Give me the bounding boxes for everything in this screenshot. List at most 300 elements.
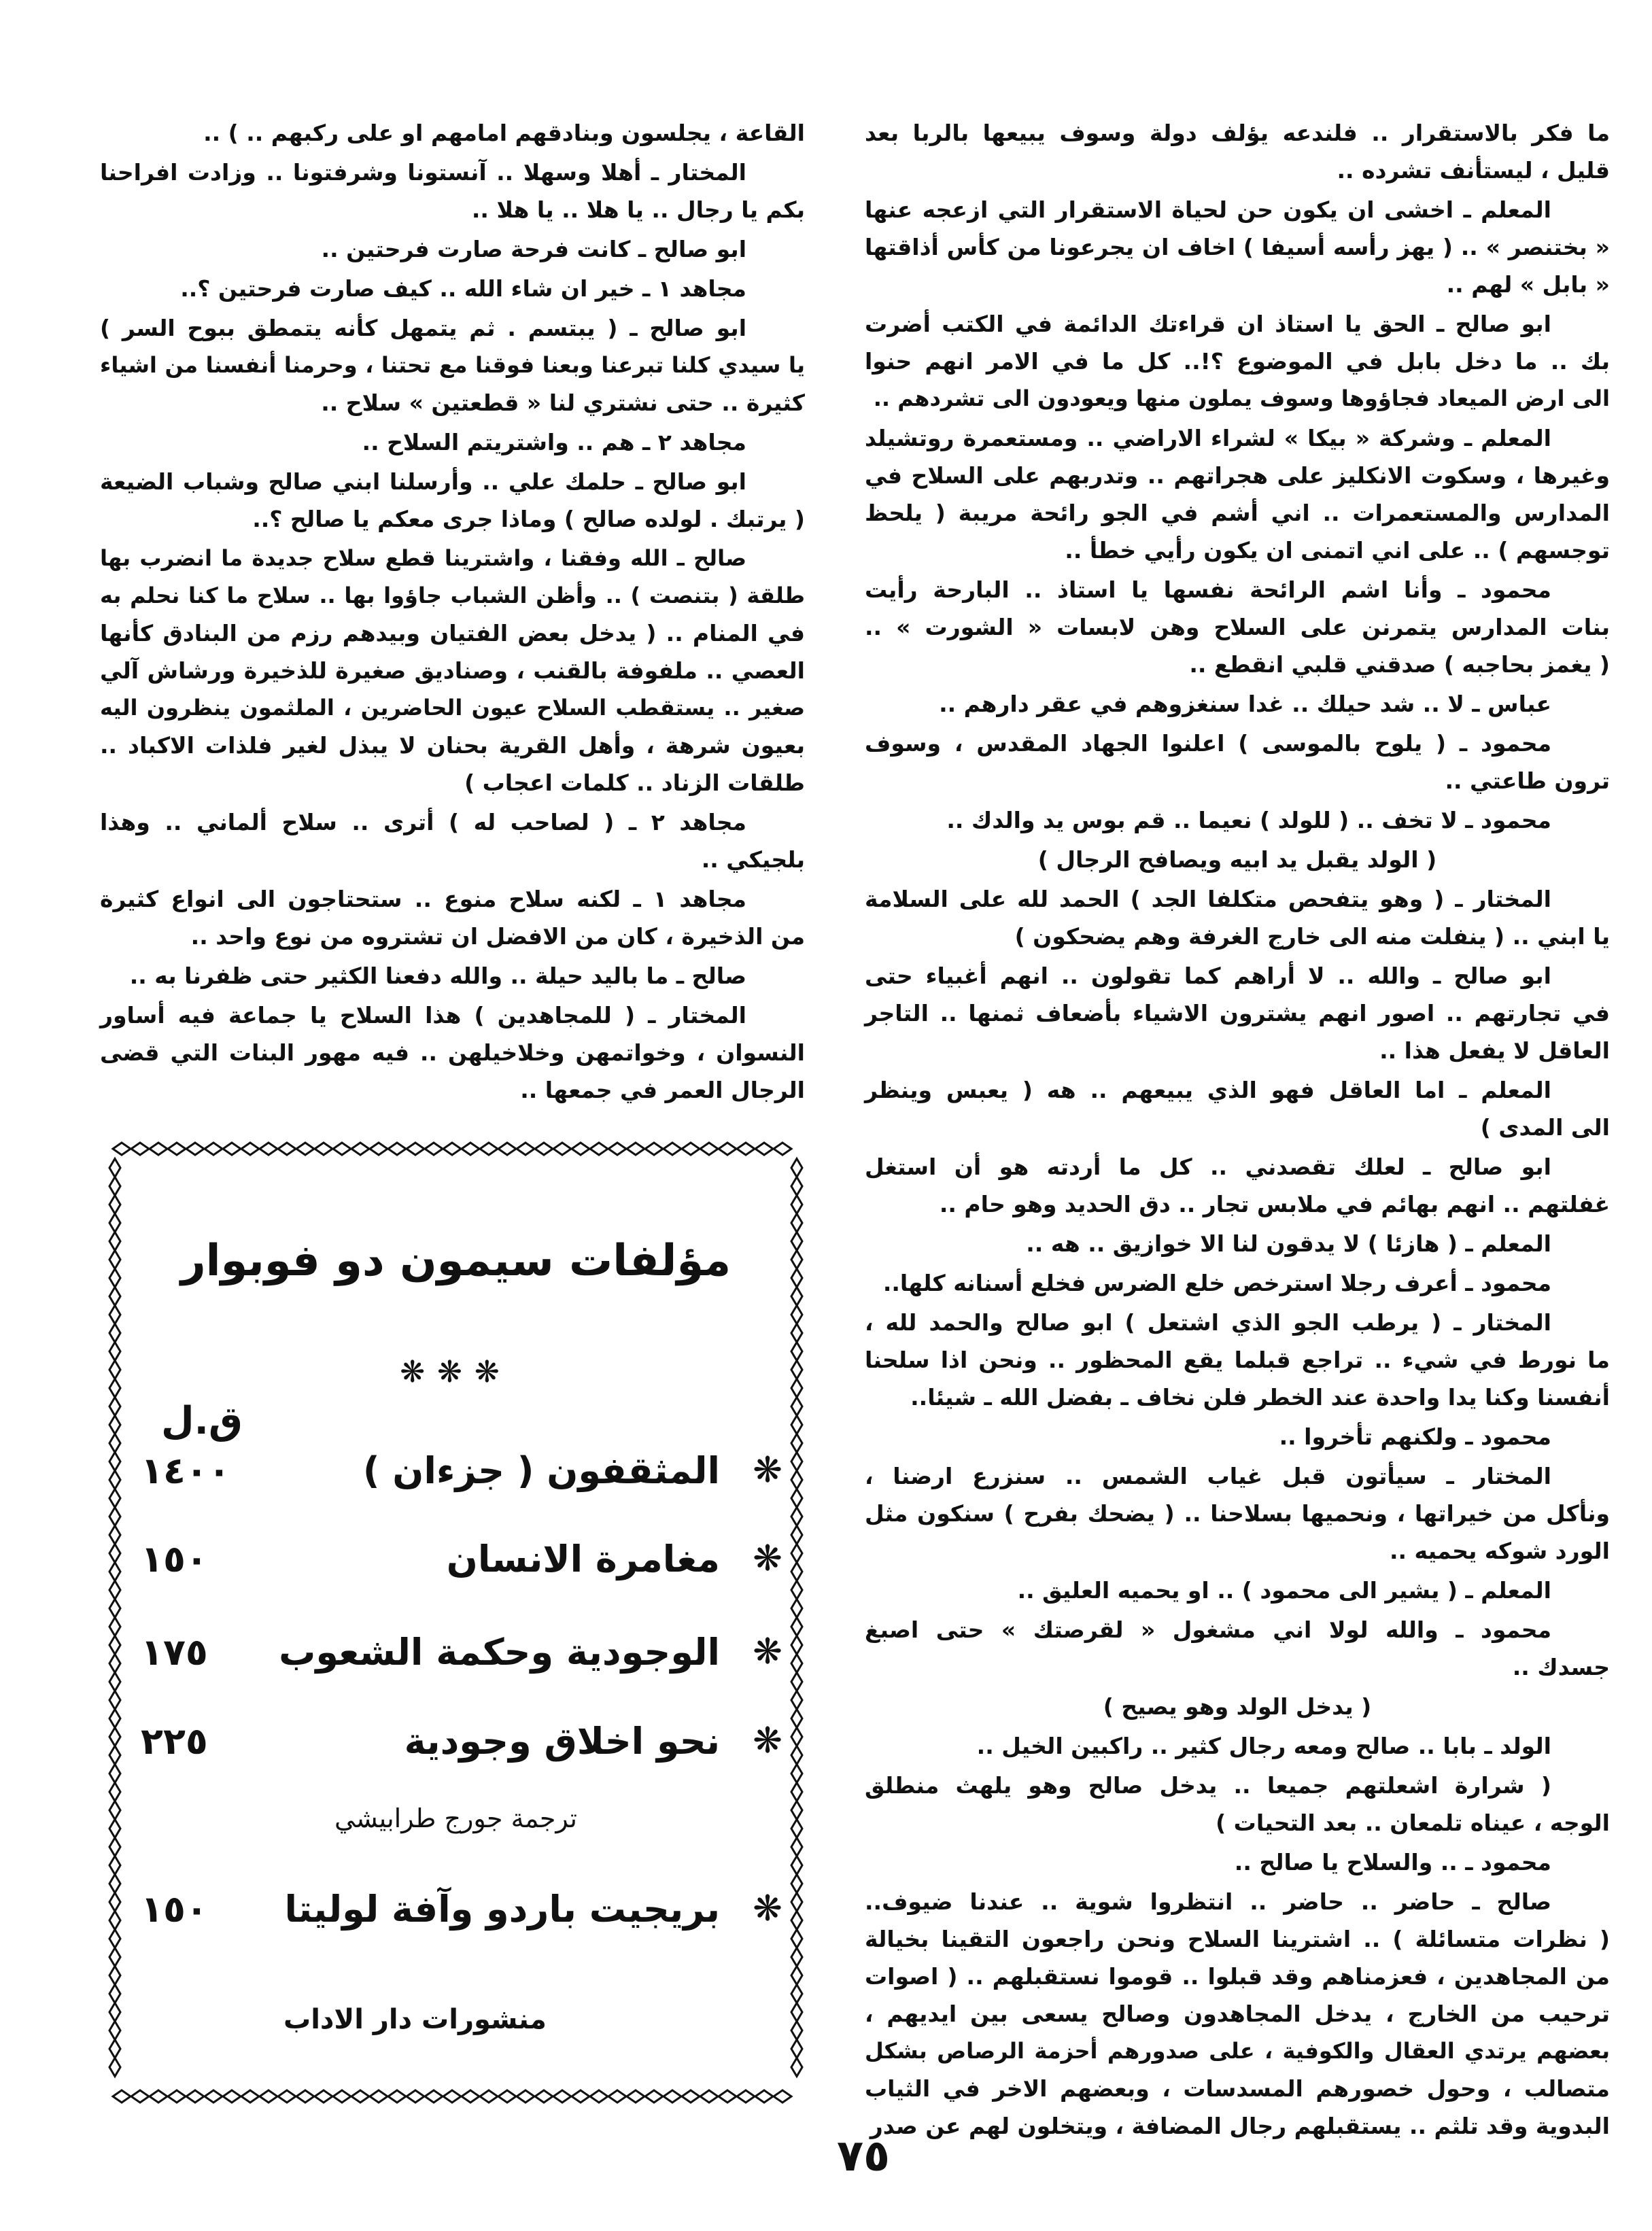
diamond-ornament (791, 1930, 802, 1948)
text-line: بلجيكي .. (701, 846, 805, 873)
text-line: طلقات الزناد .. كلمات اعجاب ) (464, 769, 805, 796)
diamond-ornament (791, 1912, 802, 1930)
diamond-ornament (109, 1746, 120, 1765)
text-line: ونأكل من خيراتها ، ونحميها بسلاحنا .. ( يضحك بفرح ) سنكون مثل (865, 1500, 1610, 1527)
dialogue-paragraph (865, 957, 1610, 1069)
asterisk-icon: ❋ (753, 1720, 782, 1761)
diamond-ornament (407, 2090, 424, 2103)
diamond-ornament (388, 1143, 406, 1155)
book-price: ٢٢٥ (141, 1719, 208, 1763)
diamond-ornament (791, 1581, 802, 1599)
text-line: يا ابني .. ( ينفلت منه الى خارج الغرفة وهم يضحكون ) (1014, 923, 1610, 950)
currency-label: ق.ل (161, 1399, 243, 1443)
text-line: ما نورط في شيء .. تراجع قبلما يقع المحظور .. ونحن اذا سلحنا (865, 1347, 1610, 1373)
text-line: ابو صالح ـ الحق يا استاذ ان قراءتك الدائمة في الكتب أضرت (865, 311, 1551, 337)
dialogue-paragraph (865, 114, 1610, 189)
text-line: ( يدخل الولد وهو يصيح ) (1103, 1693, 1372, 1720)
text-line: المختار ـ ( يرطب الجو الذي اشتعل ) ابو صالح والحمد لله ، (865, 1309, 1551, 1336)
diamond-ornament (150, 1143, 167, 1155)
diamond-ornament (109, 1655, 120, 1673)
text-line: القاعة ، يجلسون وبنادقهم امامهم او على ركبهم .. ) .. (203, 120, 805, 146)
text-line: من المجاهدين ، فعزمناهم وقد قبلوا .. قوموا نستقبلهم .. ( اصوات (865, 1963, 1610, 1990)
diamond-ornament (791, 1599, 802, 1618)
diamond-ornament (791, 1489, 802, 1508)
text-line: محمود ـ .. والسلاح يا صالح .. (1234, 1849, 1551, 1875)
text-line: صغير .. يستقطب السلاح عيون الحاضرين ، الملثمون ينظرون اليه (100, 695, 805, 721)
text-line: صالح ـ ما باليد حيلة .. والله دفعنا الكثير حتى ظفرنا به .. (129, 963, 746, 989)
dialogue-paragraph (100, 309, 805, 421)
dialogue-paragraph (865, 419, 1610, 569)
diamond-ornament (109, 1967, 120, 1985)
dialogue-paragraph (865, 1611, 1610, 1686)
diamond-ornament (260, 1143, 277, 1155)
diamond-ornament (553, 2090, 571, 2103)
diamond-ornament (109, 1893, 120, 1912)
diamond-ornament (774, 1143, 791, 1155)
text-line: من الذخيرة ، كان من الافضل ان تشتروه من نوع واحد .. (190, 923, 805, 950)
asterisks-ornament: ❋❋❋ (400, 1355, 512, 1389)
diamond-ornament (791, 1673, 802, 1691)
book-title: المثقفون ( جزءان ) (362, 1449, 720, 1492)
diamond-ornament (278, 2090, 296, 2103)
diamond-ornament (553, 1143, 571, 1155)
book-advertisement (107, 1141, 805, 2106)
diamond-ornament (791, 2058, 802, 2077)
dialogue-paragraph (100, 270, 805, 307)
diamond-ornament (737, 2090, 755, 2103)
text-line: صالح ـ الله وفقنا ، واشترينا قطع سلاح جديدة ما انضرب بها (100, 545, 746, 571)
text-line: توجسهم ) .. على اني اتمنى ان يكون رأيي خطأ .. (1065, 537, 1610, 564)
diamond-ornament (109, 1287, 120, 1306)
text-line: محمود ـ ولكنهم تأخروا .. (1279, 1423, 1551, 1450)
text-line: المعلم ـ ( يشير الى محمود ) .. او يحميه العليق .. (1017, 1577, 1551, 1604)
diamond-ornament (113, 1143, 131, 1155)
diamond-ornament (150, 2090, 167, 2103)
dialogue-paragraph (865, 1304, 1610, 1416)
text-line: ( نظرات متسائلة ) .. اشترينا السلاح ونحن راجعون التقينا بخيالة (865, 1926, 1610, 1952)
dialogue-paragraph (865, 1844, 1610, 1881)
asterisk-icon: ❋ (753, 1450, 782, 1491)
book-price: ١٤٠٠ (141, 1449, 230, 1492)
diamond-ornament (791, 2022, 802, 2040)
diamond-ornament (791, 1416, 802, 1434)
diamond-ornament (109, 1416, 120, 1434)
diamond-ornament (645, 2090, 663, 2103)
diamond-ornament (462, 2090, 479, 2103)
diamond-ornament (645, 1143, 663, 1155)
diamond-ornament (791, 1985, 802, 2003)
diamond-ornament (109, 2040, 120, 2058)
text-line: العصي .. ملفوفة بالقنب ، وصناديق صغيرة للذخيرة ورشاش آلي (100, 657, 805, 684)
dialogue-paragraph (865, 801, 1610, 839)
dialogue-paragraph (865, 880, 1610, 955)
diamond-ornament (351, 1143, 369, 1155)
text-line: في تجارتهم .. اصور انهم يشترون الاشياء بأضعاف ثمنها .. التاجر (865, 1000, 1610, 1026)
ad-book-item (141, 1621, 788, 1682)
diamond-ornament (791, 2040, 802, 2058)
text-line: متصالب ، وحول خصورهم المسدسات ، وبعضهم الاخر في الثياب (865, 2075, 1610, 2102)
diamond-ornament (109, 1838, 120, 1856)
diamond-ornament (388, 2090, 406, 2103)
diamond-ornament (755, 2090, 773, 2103)
text-line: الى المدى ) (1480, 1114, 1610, 1141)
diamond-ornament (425, 1143, 443, 1155)
text-line: ابو صالح ـ لعلك تقصدني .. كل ما أردته هو أن استغل (865, 1154, 1551, 1180)
text-line: محمود ـ ( يلوح بالموسى ) اعلنوا الجهاد المقدس ، وسوف (865, 730, 1551, 757)
diamond-ornament (109, 1710, 120, 1728)
diamond-ornament (791, 1434, 802, 1453)
diamond-ornament (109, 1912, 120, 1930)
asterisk-icon: ❋ (753, 1888, 782, 1929)
text-line: مجاهد ٢ ـ ( لصاحب له ) أترى .. سلاح ألماني .. وهذا (100, 809, 746, 835)
dialogue-paragraph (865, 1225, 1610, 1262)
diamond-ornament (109, 1214, 120, 1232)
text-line: المدارس والمستعمرات .. اني أشم في الجو رائحة مريبة ( يلحظ (865, 500, 1610, 526)
diamond-ornament (223, 2090, 241, 2103)
diamond-ornament (241, 1143, 259, 1155)
diamond-ornament (590, 2090, 608, 2103)
diamond-ornament (517, 2090, 534, 2103)
diamond-ornament (791, 1526, 802, 1544)
diamond-ornament (791, 1618, 802, 1636)
diamond-ornament (498, 2090, 516, 2103)
diamond-ornament (109, 1765, 120, 1783)
text-line: ما فكر بالاستقرار .. فلندعه يؤلف دولة وسوف يبيعها بالربا بعد (865, 120, 1610, 146)
diamond-ornament (109, 1691, 120, 1710)
diamond-ornament (791, 1967, 802, 1985)
diamond-ornament (205, 2090, 222, 2103)
text-line: ( يرتبك . لولده صالح ) وماذا جرى معكم يا صالح ؟.. (252, 506, 805, 532)
ad-book-item (141, 1440, 788, 1501)
diamond-ornament (109, 1159, 120, 1177)
book-price: ١٥٠ (141, 1537, 208, 1580)
diamond-ornament (109, 1434, 120, 1453)
page-number: ٧٥ (836, 2131, 891, 2181)
diamond-ornament (109, 1728, 120, 1746)
book-title: بريجيت باردو وآفة لوليتا (284, 1887, 720, 1931)
diamond-ornament (682, 1143, 700, 1155)
dialogue-paragraph (865, 1767, 1610, 1841)
diamond-ornament (682, 2090, 700, 2103)
diamond-ornament (109, 1636, 120, 1655)
diamond-ornament (315, 2090, 332, 2103)
diamond-ornament (109, 1563, 120, 1581)
dialogue-paragraph (865, 1418, 1610, 1455)
ad-book-item (141, 1710, 788, 1771)
diamond-ornament (791, 1544, 802, 1563)
dialogue-paragraph (100, 230, 805, 268)
diamond-ornament (791, 1306, 802, 1324)
text-line: المعلم ـ اخشى ان يكون حن لحياة الاستقرار التي ازعجه عنها (865, 196, 1551, 223)
diamond-ornament (109, 2022, 120, 2040)
text-line: أنفسنا وكنا يدا واحدة عند الخطر فلن نخاف ـ بفضل الله ـ شيئا.. (910, 1384, 1610, 1411)
text-line: بعيون شرهة ، وأهل القرية بحنان لا يبذل لغير فلذات الاكباد .. (100, 732, 805, 759)
diamond-ornament (205, 1143, 222, 1155)
text-line: عباس ـ لا .. شد حيلك .. غدا سنغزوهم في عقر دارهم .. (939, 691, 1551, 717)
dialogue-paragraph (100, 997, 805, 1109)
dialogue-paragraph (100, 114, 805, 152)
diamond-ornament (131, 2090, 149, 2103)
text-line: ابو صالح ـ حلمك علي .. وأرسلنا ابني صالح وشباب الضيعة (100, 468, 746, 495)
diamond-ornament (791, 1728, 802, 1746)
text-line: ( يغمز بحاجبه ) صدقني قلبي انقطع .. (1189, 651, 1610, 678)
diamond-ornament (186, 1143, 204, 1155)
diamond-ornament (791, 1177, 802, 1196)
diamond-ornament (791, 1508, 802, 1526)
diamond-ornament (664, 2090, 681, 2103)
diamond-ornament (109, 1177, 120, 1196)
text-line: « بابل » لهم .. (1446, 271, 1610, 298)
book-price: ١٧٥ (141, 1630, 208, 1674)
book-title: الوجودية وحكمة الشعوب (279, 1630, 720, 1674)
diamond-ornament (260, 2090, 277, 2103)
diamond-ornament (791, 1710, 802, 1728)
diamond-ornament (223, 1143, 241, 1155)
dialogue-paragraph (100, 540, 805, 801)
diamond-ornament (791, 1287, 802, 1306)
text-line: المختار ـ سيأتون قبل غياب الشمس .. سنزرع ارضنا ، (865, 1463, 1551, 1489)
diamond-ornament (186, 2090, 204, 2103)
diamond-ornament (791, 1453, 802, 1471)
diamond-ornament (113, 2090, 131, 2103)
text-line: ابو صالح ـ والله .. لا أراهم كما تقولون .. انهم أغبياء حتى (865, 963, 1551, 989)
text-line: ترون طاعتي .. (1445, 767, 1610, 794)
text-line: ابو صالح ـ كانت فرحة صارت فرحتين .. (321, 236, 746, 262)
diamond-ornament (791, 1765, 802, 1783)
dialogue-paragraph (865, 1572, 1610, 1609)
text-line: ( الولد يقبل يد ابيه ويصافح الرجال ) (1037, 846, 1437, 873)
diamond-ornament (791, 1563, 802, 1581)
text-line: كثيرة .. حتى نشتري لنا « قطعتين » سلاح .. (321, 390, 805, 416)
diamond-ornament (109, 1526, 120, 1544)
diamond-ornament (443, 1143, 461, 1155)
text-line: البدوية وقد تلثم .. يستقبلهم رجال المضافة ، ويتخلون لهم عن صدر (870, 2113, 1610, 2139)
dialogue-paragraph (865, 571, 1610, 683)
stage-direction (865, 841, 1610, 878)
dialogue-paragraph (100, 423, 805, 461)
diamond-ornament (517, 1143, 534, 1155)
diamond-ornament (109, 1453, 120, 1471)
diamond-ornament (109, 1324, 120, 1343)
diamond-ornament (109, 1471, 120, 1489)
text-line: المعلم ـ ( هازئا ) لا يدقون لنا الا خوازيق .. هه .. (1026, 1230, 1551, 1257)
dialogue-paragraph (100, 154, 805, 228)
book-title: مغامرة الانسان (446, 1537, 720, 1580)
text-line: الولد ـ بابا .. صالح ومعه رجال كثير .. راكبين الخيل .. (976, 1733, 1551, 1759)
dialogue-paragraph (100, 803, 805, 878)
diamond-ornament (109, 1306, 120, 1324)
text-line: طلقة ( بتنصت ) .. وأظن الشباب جاؤوا بها .. سلاح ما كنا نحلم به (100, 583, 805, 608)
diamond-ornament (755, 1143, 773, 1155)
diamond-ornament (333, 1143, 351, 1155)
diamond-ornament (535, 1143, 553, 1155)
diamond-ornament (241, 2090, 259, 2103)
text-line: المعلم ـ وشركة « بيكا » لشراء الاراضي .. ومستعمرة روتشيلد (865, 425, 1551, 451)
text-line: وغيرها ، وسكوت الانكليز على هجراتهم .. وتدربهم على السلاح في (865, 462, 1610, 489)
diamond-ornament (664, 1143, 681, 1155)
dialogue-paragraph (865, 1148, 1610, 1223)
diamond-ornament (608, 2090, 626, 2103)
diamond-ornament (791, 1196, 802, 1214)
text-line: محمود ـ والله لولا اني مشغول « لقرصتك » حتى اصبغ (865, 1616, 1551, 1643)
diamond-ornament (791, 1875, 802, 1893)
diamond-ornament (498, 1143, 516, 1155)
diamond-ornament (608, 1143, 626, 1155)
text-line: المعلم ـ اما العاقل فهو الذي يبيعهم .. هه ( يعبس وينظر (865, 1077, 1551, 1103)
diamond-ornament (572, 1143, 589, 1155)
text-line: النسوان ، وخواتمهن وخلاخيلهن .. فيه مهور البنات التي قضى (100, 1039, 805, 1066)
left-text-column (100, 114, 805, 1111)
dialogue-paragraph (100, 463, 805, 538)
diamond-ornament (109, 2003, 120, 2022)
text-line: بكم يا رجال .. يا هلا .. يا هلا .. (471, 196, 805, 223)
dialogue-paragraph (865, 1264, 1610, 1302)
diamond-ornament (627, 2090, 644, 2103)
dialogue-paragraph (865, 725, 1610, 799)
diamond-ornament (315, 1143, 332, 1155)
dialogue-paragraph (865, 191, 1610, 303)
diamond-ornament (109, 1581, 120, 1599)
dialogue-paragraph (865, 1071, 1610, 1146)
asterisk-icon: ❋ (753, 1538, 782, 1579)
text-line: ابو صالح ـ ( يبتسم . ثم يتمهل كأنه يتمطق ببوح السر ) (100, 315, 746, 341)
diamond-ornament (443, 2090, 461, 2103)
diamond-ornament (791, 1636, 802, 1655)
diamond-ornament (370, 1143, 388, 1155)
diamond-ornament (462, 1143, 479, 1155)
diamond-ornament (791, 1159, 802, 1177)
diamond-ornament (700, 1143, 718, 1155)
diamond-ornament (109, 1930, 120, 1948)
dialogue-paragraph (865, 305, 1610, 417)
diamond-ornament (791, 1948, 802, 1967)
book-price: ١٥٠ (141, 1887, 208, 1931)
diamond-ornament (791, 1655, 802, 1673)
dialogue-paragraph (100, 957, 805, 995)
diamond-ornament (109, 1508, 120, 1526)
diamond-ornament (480, 2090, 498, 2103)
diamond-ornament (791, 1398, 802, 1416)
text-line: غفلتهم .. انهم بهائم في ملابس تجار .. دق الحديد وهو حام .. (939, 1191, 1610, 1217)
diamond-ornament (791, 1783, 802, 1801)
text-line: « بختنصر » .. ( يهز رأسه أسيفا ) اخاف ان يجرعونا من كأس أذاقتها (865, 234, 1610, 260)
text-line: مجاهد ١ ـ لكنه سلاح منوع .. ستحتاجون الى انواع كثيرة (100, 886, 746, 912)
text-line: في المنام .. ( يدخل بعض الفتيان وبيدهم رزم من البنادق كأنها (100, 620, 805, 646)
diamond-ornament (333, 2090, 351, 2103)
diamond-ornament (109, 1398, 120, 1416)
diamond-ornament (109, 1985, 120, 2003)
diamond-ornament (572, 2090, 589, 2103)
diamond-ornament (791, 1471, 802, 1489)
asterisk-icon: ❋ (753, 1631, 782, 1672)
diamond-ornament (109, 1856, 120, 1875)
diamond-ornament (278, 1143, 296, 1155)
diamond-ornament (296, 1143, 314, 1155)
text-line: مجاهد ١ ـ خير ان شاء الله .. كيف صارت فرحتين ؟.. (180, 275, 746, 302)
text-line: قليل ، ليستأنف تشرده .. (1337, 157, 1610, 184)
text-line: بنات المدارس يتمرنن على السلاح وهن لابسات « الشورت » .. (865, 614, 1610, 640)
diamond-ornament (791, 1893, 802, 1912)
diamond-ornament (370, 2090, 388, 2103)
ad-title: مؤلفات سيمون دو فوبوار (180, 1236, 732, 1286)
text-line: جسدك .. (1512, 1654, 1610, 1680)
text-line: يا سيدي كلنا تبرعنا وبعنا فوقنا مع تحتنا ، وحرمنا أنفسنا من اشياء (100, 352, 805, 378)
text-line: الى ارض الميعاد فجاؤوها وسوف يملون منها ويعودون الى تشردهم .. (873, 385, 1610, 411)
dialogue-paragraph (865, 1727, 1610, 1765)
text-line: مجاهد ٢ ـ هم .. واشتريتم السلاح .. (362, 429, 746, 455)
text-line: محمود ـ وأنا اشم الرائحة نفسها يا استاذ .. البارحة رأيت (865, 576, 1551, 603)
text-line: ترحيب من الخارج ، يدخل المجاهدون وصالح يسعى بين ايديهم ، (865, 2001, 1610, 2027)
ad-book-item (141, 1528, 788, 1589)
book-title: نحو اخلاق وجودية (404, 1719, 720, 1763)
text-line: محمود ـ لا تخف .. ( للولد ) نعيما .. قم بوس يد والدك .. (946, 807, 1551, 833)
right-text-column (865, 114, 1610, 2147)
diamond-ornament (791, 1746, 802, 1765)
diamond-ornament (700, 2090, 718, 2103)
diamond-ornament (791, 1214, 802, 1232)
text-line: ( شرارة اشعلتهم جميعا .. يدخل صالح وهو يلهث منطلق (865, 1772, 1551, 1799)
diamond-ornament (109, 1489, 120, 1508)
diamond-ornament (109, 1599, 120, 1618)
diamond-ornament (425, 2090, 443, 2103)
diamond-ornament (109, 1618, 120, 1636)
diamond-ornament (109, 1783, 120, 1801)
diamond-ornament (109, 1544, 120, 1563)
text-line: صالح ـ حاضر .. حاضر .. انتظروا شوية .. عندنا ضيوف.. (865, 1888, 1551, 1915)
publisher-name: منشورات دار الاداب (283, 2004, 547, 2035)
diamond-ornament (109, 1196, 120, 1214)
diamond-ornament (791, 2003, 802, 2022)
diamond-ornament (109, 1875, 120, 1893)
diamond-ornament (535, 2090, 553, 2103)
diamond-ornament (791, 1856, 802, 1875)
diamond-ornament (351, 2090, 369, 2103)
text-line: الورد شوكه يحميه .. (1390, 1538, 1610, 1564)
text-line: المختار ـ ( للمجاهدين ) هذا السلاح يا جماعة فيه أساور (100, 1002, 746, 1028)
text-line: العاقل لا يفعل هذا .. (1379, 1037, 1610, 1064)
diamond-ornament (168, 1143, 186, 1155)
text-line: بعضهم يرتدي العقال والكوفية ، على صدورهم أحزمة الرصاص بشكل (865, 2038, 1610, 2064)
text-line: محمود ـ أعرف رجلا استرخص خلع الضرس فخلع أسنانه كلها.. (882, 1270, 1551, 1296)
diamond-ornament (407, 1143, 424, 1155)
diamond-ornament (719, 2090, 736, 2103)
text-line: بك .. ما دخل بابل في الموضوع ؟!.. كل ما في الامر انهم حنوا (865, 348, 1610, 375)
ad-book-item (141, 1878, 788, 1939)
diamond-ornament (774, 2090, 791, 2103)
translator-credit: ترجمة جورج طرابيشي (334, 1803, 577, 1833)
diamond-ornament (131, 1143, 149, 1155)
text-line: المختار ـ أهلا وسهلا .. آنستونا وشرفتونا .. وزادت افراحنا (100, 159, 746, 186)
diamond-ornament (791, 1838, 802, 1856)
diamond-ornament (791, 1691, 802, 1710)
dialogue-paragraph (865, 685, 1610, 723)
diamond-ornament (590, 1143, 608, 1155)
text-line: الرجال العمر في جمعها .. (520, 1077, 805, 1103)
diamond-ornament (109, 1673, 120, 1691)
diamond-ornament (480, 1143, 498, 1155)
dialogue-paragraph (865, 1457, 1610, 1570)
diamond-ornament (109, 2058, 120, 2077)
diamond-ornament (719, 1143, 736, 1155)
stage-direction (865, 1688, 1610, 1725)
text-line: الوجه ، عيناه تلمعان .. بعد التحيات ) (1216, 1810, 1610, 1836)
diamond-ornament (296, 2090, 314, 2103)
diamond-ornament (737, 1143, 755, 1155)
dialogue-paragraph (865, 1883, 1610, 2145)
diamond-ornament (627, 1143, 644, 1155)
diamond-ornament (791, 1324, 802, 1343)
diamond-ornament (109, 1948, 120, 1967)
